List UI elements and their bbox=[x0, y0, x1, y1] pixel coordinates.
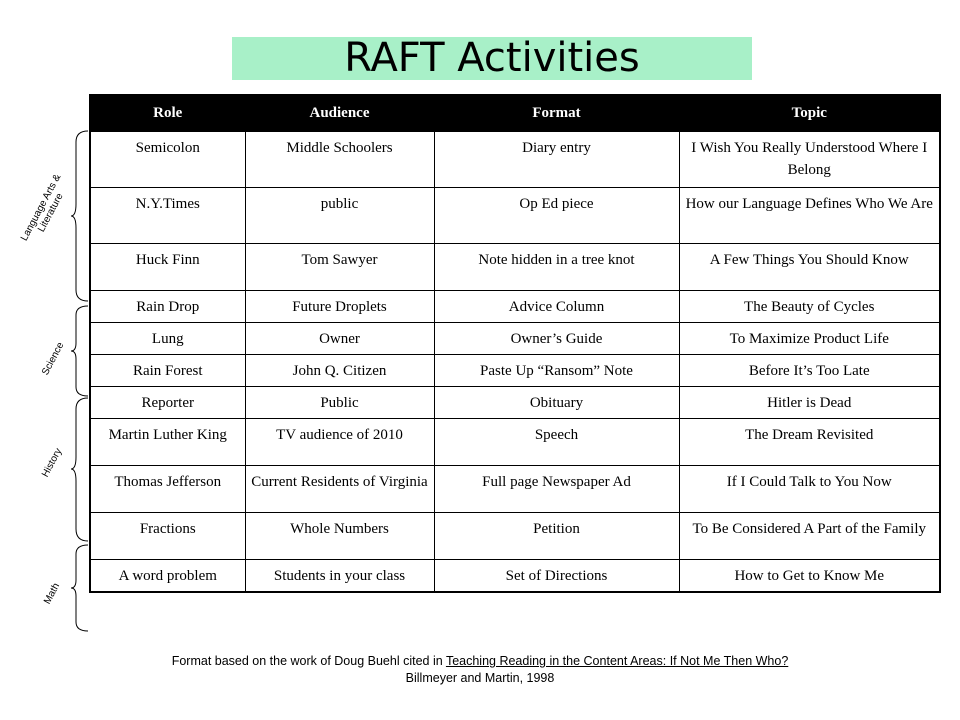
citation-book-title: Teaching Reading in the Content Areas: If Not Me Then Who? bbox=[445, 654, 789, 668]
cell-format: Speech bbox=[434, 419, 679, 466]
header-topic: Topic bbox=[679, 95, 940, 132]
cell-topic: To Maximize Product Life bbox=[679, 323, 940, 355]
brace-math bbox=[70, 544, 90, 632]
cell-role: Thomas Jefferson bbox=[90, 466, 245, 513]
cell-format: Paste Up “Ransom” Note bbox=[434, 355, 679, 387]
table-row bbox=[90, 188, 940, 244]
cell-role: Rain Drop bbox=[90, 291, 245, 323]
cell-format: Petition bbox=[434, 513, 679, 560]
label-language-arts: Language Arts & Literature bbox=[18, 172, 66, 243]
header-format: Format bbox=[434, 95, 679, 132]
cell-format: Note hidden in a tree knot bbox=[434, 244, 679, 291]
label-history: History bbox=[40, 446, 65, 480]
cell-role: Semicolon bbox=[90, 132, 245, 188]
cell-topic: A Few Things You Should Know bbox=[679, 244, 940, 291]
cell-format: Owner’s Guide bbox=[434, 323, 679, 355]
table-row bbox=[90, 355, 940, 387]
cell-format: Op Ed piece bbox=[434, 188, 679, 244]
cell-format: Set of Directions bbox=[434, 560, 679, 593]
table-row bbox=[90, 323, 940, 355]
cell-format: Obituary bbox=[434, 387, 679, 419]
header-audience: Audience bbox=[245, 95, 434, 132]
table-row bbox=[90, 387, 940, 419]
header-role: Role bbox=[90, 95, 245, 132]
cell-topic: How our Language Defines Who We Are bbox=[679, 188, 940, 244]
cell-topic: How to Get to Know Me bbox=[679, 560, 940, 593]
cell-audience: Whole Numbers bbox=[245, 513, 434, 560]
cell-format: Advice Column bbox=[434, 291, 679, 323]
table-header-row bbox=[90, 95, 940, 132]
cell-role: Huck Finn bbox=[90, 244, 245, 291]
table-row bbox=[90, 244, 940, 291]
cell-format: Diary entry bbox=[434, 132, 679, 188]
cell-topic: If I Could Talk to You Now bbox=[679, 466, 940, 513]
page-title: RAFT Activities bbox=[344, 35, 640, 81]
cell-audience: Owner bbox=[245, 323, 434, 355]
cell-topic: The Dream Revisited bbox=[679, 419, 940, 466]
cell-audience: Tom Sawyer bbox=[245, 244, 434, 291]
cell-role: N.Y.Times bbox=[90, 188, 245, 244]
cell-role: A word problem bbox=[90, 560, 245, 593]
brace-language-arts bbox=[70, 130, 90, 302]
table-row bbox=[90, 419, 940, 466]
cell-topic: Hitler is Dead bbox=[679, 387, 940, 419]
cell-audience: Students in your class bbox=[245, 560, 434, 593]
table-row bbox=[90, 513, 940, 560]
table-row bbox=[90, 291, 940, 323]
cell-topic: To Be Considered A Part of the Family bbox=[679, 513, 940, 560]
cell-role: Rain Forest bbox=[90, 355, 245, 387]
table-row bbox=[90, 466, 940, 513]
cell-role: Reporter bbox=[90, 387, 245, 419]
raft-table bbox=[89, 94, 941, 593]
brace-science bbox=[70, 305, 90, 397]
citation-authors: Billmeyer and Martin, 1998 bbox=[405, 671, 555, 685]
cell-role: Lung bbox=[90, 323, 245, 355]
citation-prefix: Format based on the work of Doug Buehl cited in bbox=[171, 654, 446, 668]
cell-audience: public bbox=[245, 188, 434, 244]
label-science: Science bbox=[40, 340, 67, 378]
cell-audience: TV audience of 2010 bbox=[245, 419, 434, 466]
cell-audience: John Q. Citizen bbox=[245, 355, 434, 387]
brace-history bbox=[70, 397, 90, 542]
cell-topic: I Wish You Really Understood Where I Belong bbox=[679, 132, 940, 188]
label-math: Math bbox=[42, 581, 63, 607]
cell-audience: Future Droplets bbox=[245, 291, 434, 323]
cell-audience: Public bbox=[245, 387, 434, 419]
cell-topic: Before It’s Too Late bbox=[679, 355, 940, 387]
table-row bbox=[90, 560, 940, 593]
cell-audience: Current Residents of Virginia bbox=[245, 466, 434, 513]
cell-audience: Middle Schoolers bbox=[245, 132, 434, 188]
citation bbox=[60, 653, 900, 687]
table-row bbox=[90, 132, 940, 188]
cell-topic: The Beauty of Cycles bbox=[679, 291, 940, 323]
cell-format: Full page Newspaper Ad bbox=[434, 466, 679, 513]
cell-role: Fractions bbox=[90, 513, 245, 560]
cell-role: Martin Luther King bbox=[90, 419, 245, 466]
